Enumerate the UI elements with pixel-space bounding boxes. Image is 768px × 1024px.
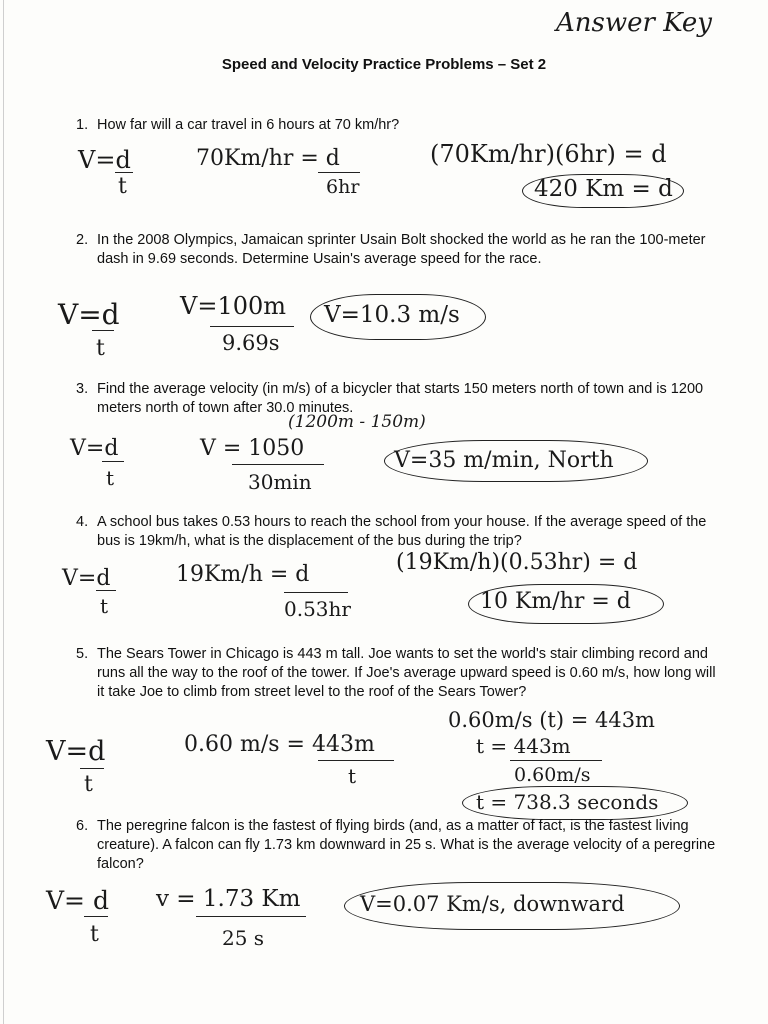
q5-step2-bottom: 0.60m/s	[514, 764, 591, 786]
q6-substitution-bar	[196, 916, 306, 917]
question-number: 1.	[76, 117, 89, 133]
q6-formula-bar	[84, 916, 108, 917]
q4-substitution-bottom: 0.53hr	[284, 597, 351, 621]
q3-formula-top: V=d	[70, 436, 119, 461]
q5-formula-bottom: t	[84, 772, 93, 797]
q4-substitution-bar	[284, 592, 348, 593]
q5-step2-top: t = 443m	[476, 734, 571, 758]
q6-substitution-top: v = 1.73 Km	[156, 886, 301, 912]
q4-formula-bar	[96, 590, 116, 591]
q5-substitution-top: 0.60 m/s = 443m	[184, 732, 375, 757]
q1-substitution-bar	[318, 172, 360, 173]
q5-substitution-bottom: t	[348, 764, 357, 788]
question-1	[76, 116, 716, 135]
q2-substitution-top: V=100m	[180, 292, 287, 320]
q4-answer: 10 Km/hr = d	[480, 589, 631, 614]
q3-formula-bar	[102, 461, 124, 462]
question-number: 2.	[76, 232, 89, 248]
question-text: In the 2008 Olympics, Jamaican sprinter Usain Bolt shocked the world as he ran the 100-meter dash in 9.69 seconds. Determine Usain's average speed for the race.	[97, 232, 706, 267]
q2-formula-top: V=d	[58, 298, 120, 331]
scan-edge	[3, 0, 4, 1024]
q5-substitution-bar	[318, 760, 394, 761]
question-text: A school bus takes 0.53 hours to reach the school from your house. If the average speed of the bus is 19km/h, what is the displacement of the bus during the trip?	[97, 514, 707, 549]
q2-formula-bottom: t	[96, 336, 105, 361]
q4-formula-top: V=d	[62, 566, 111, 591]
q3-substitution-bar	[232, 464, 324, 465]
q1-step: (70Km/hr)(6hr) = d	[430, 140, 667, 168]
q6-formula-top: V= d	[46, 886, 109, 915]
q1-formula-top: V=d	[78, 146, 131, 174]
q3-substitution-bottom: 30min	[248, 470, 312, 494]
q3-note: (1200m - 150m)	[288, 412, 426, 432]
worksheet-title: Speed and Velocity Practice Problems – Set 2	[221, 56, 547, 73]
q4-formula-bottom: t	[100, 594, 109, 618]
question-6	[76, 817, 716, 874]
q4-substitution-top: 19Km/h = d	[176, 562, 310, 587]
q1-formula-bar	[115, 172, 133, 173]
q5-formula-bar	[80, 768, 104, 769]
question-text: The Sears Tower in Chicago is 443 m tall. Joe wants to set the world's stair climbing record and runs all the way to the roof of the tower. If Joe's average upward speed is 0.60 m/s, how long will it take Joe to climb from street level to the roof of the Sears Tower?	[97, 646, 716, 700]
q2-formula-bar	[92, 330, 114, 331]
q2-answer: V=10.3 m/s	[324, 302, 460, 328]
q1-formula-bottom: t	[118, 174, 127, 199]
question-text: How far will a car travel in 6 hours at 70 km/hr?	[97, 117, 400, 133]
q5-answer: t = 738.3 seconds	[476, 790, 659, 814]
q5-step2-bar	[510, 760, 602, 761]
q3-substitution-top: V = 1050	[200, 436, 305, 461]
q3-formula-bottom: t	[106, 466, 115, 490]
question-number: 4.	[76, 514, 89, 530]
q5-step1: 0.60m/s (t) = 443m	[448, 708, 655, 732]
question-2	[76, 231, 716, 269]
q6-formula-bottom: t	[90, 922, 99, 947]
q5-formula-top: V=d	[46, 736, 106, 767]
question-number: 3.	[76, 381, 89, 397]
question-number: 5.	[76, 646, 89, 662]
question-4	[76, 513, 716, 551]
q1-answer: 420 Km = d	[534, 176, 673, 202]
answer-key-label: Answer Key	[556, 8, 712, 38]
q4-step: (19Km/h)(0.53hr) = d	[396, 550, 638, 575]
q1-substitution-top: 70Km/hr = d	[196, 146, 340, 171]
q1-substitution-bottom: 6hr	[326, 176, 360, 198]
q2-substitution-bottom: 9.69s	[222, 331, 280, 355]
q6-answer: V=0.07 Km/s, downward	[360, 892, 625, 916]
question-text: Find the average velocity (in m/s) of a bicycler that starts 150 meters north of town and is 1200 meters north of town after 30.0 minutes.	[97, 381, 704, 416]
q2-substitution-bar	[210, 326, 294, 327]
question-5	[76, 645, 716, 702]
question-number: 6.	[76, 818, 89, 834]
q3-answer: V=35 m/min, North	[394, 448, 614, 473]
q6-substitution-bottom: 25 s	[222, 926, 265, 950]
question-text: The peregrine falcon is the fastest of flying birds (and, as a matter of fact, is the fastest living creature). A falcon can fly 1.73 km downward in 25 s. What is the average velocity of a peregrine falcon?	[97, 818, 716, 872]
